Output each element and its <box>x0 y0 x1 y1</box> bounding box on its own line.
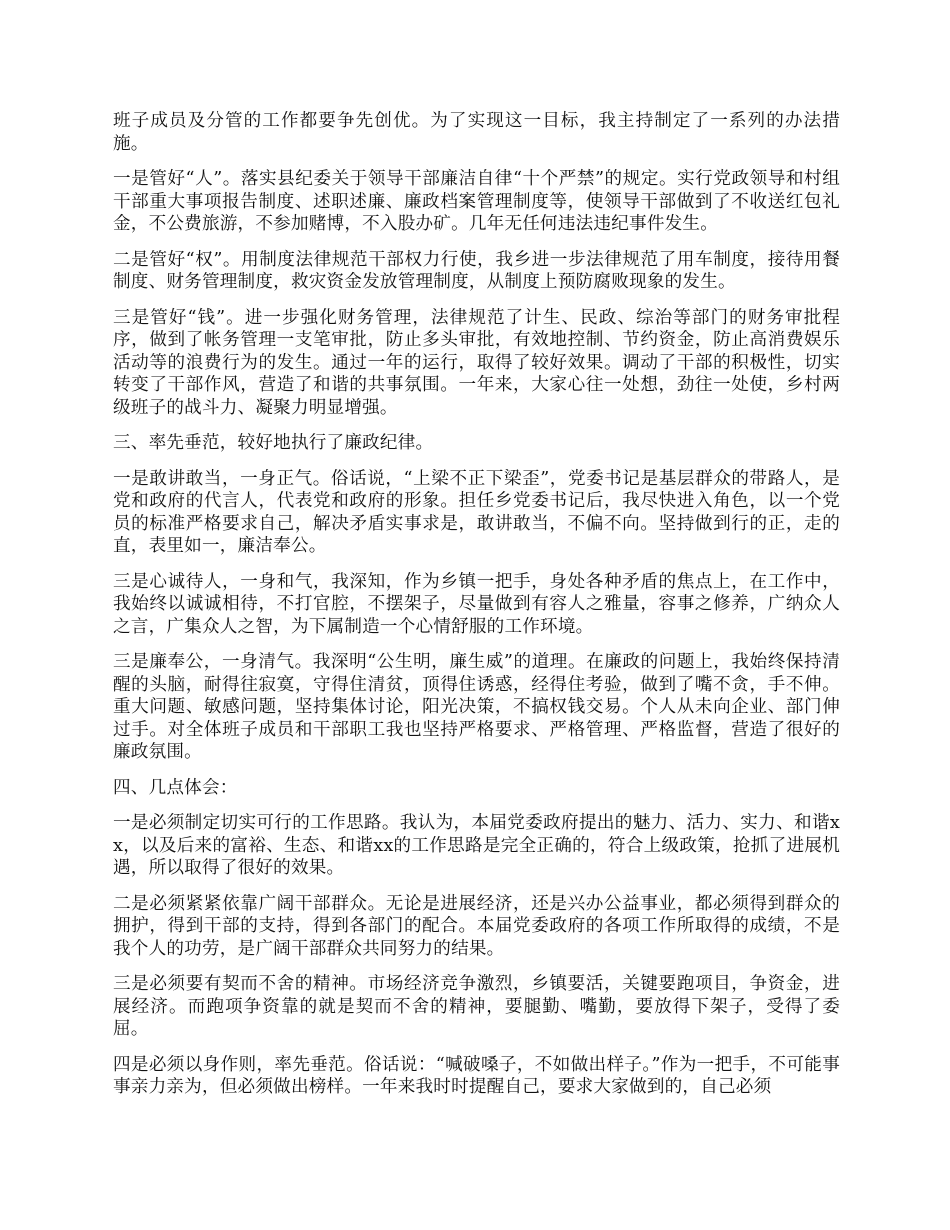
document-body <box>113 110 840 1112</box>
section-heading-four: 四、几点体会： <box>113 777 238 798</box>
paragraph-perseverance: 三是必须要有契而不舍的精神。市场经济竞争激烈，乡镇要活，关键要跑项目，争资金，进展经济。而跑项争资靠的就是契而不舍的精神，要腿勤、嘴勤，要放得下架子，受得了委屈。 <box>113 974 840 1039</box>
paragraph-integrity: 三是廉奉公，一身清气。我深明“公生明，廉生威”的道理。在廉政的问题上，我始终保持清醒的头脑，耐得往寂寞，守得住清贫，顶得住诱惑，经得住考验，做到了嘴不贪，手不伸。重大问题、敏感问题，坚持集体讨论，阳光决策，不搞权钱交易。个人从未向企业、部门伸过手。对全体班子成员和干部职工我也坚持严格要求、严格管理、严格监督，营造了很好的廉政氛围。 <box>113 652 840 762</box>
paragraph-righteous: 一是敢讲敢当，一身正气。俗话说，“上梁不正下梁歪”，党委书记是基层群众的带路人，是党和政府的代言人，代表党和政府的形象。担任乡党委书记后，我尽快进入角色，以一个党员的标准严格要求自己，解决矛盾实事求是，敢讲敢当，不偏不向。坚持做到行的正，走的直，表里如一，廉洁奉公。 <box>113 468 840 556</box>
paragraph-rely-on-masses: 二是必须紧紧依靠广阔干部群众。无论是进展经济，还是兴办公益事业，都必须得到群众的拥护，得到干部的支持，得到各部门的配合。本届党委政府的各项工作所取得的成绩，不是我个人的功劳，是广阔干部群众共同努力的结果。 <box>113 893 840 959</box>
section-heading-three: 三、率先垂范，较好地执行了廉政纪律。 <box>113 433 434 453</box>
paragraph-lead-by-example: 四是必须以身作则，率先垂范。俗话说：“喊破嗓子，不如做出样子。”作为一把手，不可能事事亲力亲为，但必须做出榜样。一年来我时时提醒自己，要求大家做到的，自己必须 <box>113 1054 840 1097</box>
paragraph-manage-people: 一是管好“人”。落实县纪委关于领导干部廉洁自律“十个严禁”的规定。实行党政领导和村组干部重大事项报告制度、述职述廉、廉政档案管理制度等，使领导干部做到了不收送红包礼金，不公费旅游，不参加赌博，不入股办矿。几年无任何违法违纪事件发生。 <box>113 169 840 234</box>
paragraph-manage-power: 二是管好“权”。用制度法律规范干部权力行使，我乡进一步法律规范了用车制度，接待用餐制度、财务管理制度，救灾资金发放管理制度，从制度上预防腐败现象的发生。 <box>113 249 840 292</box>
paragraph-intro: 班子成员及分管的工作都要争先创优。为了实现这一目标，我主持制定了一系列的办法措施。 <box>113 111 840 154</box>
paragraph-work-approach: 一是必须制定切实可行的工作思路。我认为，本届党委政府提出的魅力、活力、实力、和谐xx，以及后来的富裕、生态、和谐xx的工作思路是完全正确的，符合上级政策，抢抓了进展机遇，所以取得了很好的效果。 <box>113 813 840 878</box>
paragraph-manage-money: 三是管好“钱”。进一步强化财务管理，法律规范了计生、民政、综治等部门的财务审批程序，做到了帐务管理一支笔审批，防止多头审批，有效地控制、节约资金，防止高消费娱乐活动等的浪费行为的发生。通过一年的运行，取得了较好效果。调动了干部的积极性，切实转变了干部作风，营造了和谐的共事氛围。一年来，大家心往一处想，劲往一处使，乡村两级班子的战斗力、凝聚力明显增强。 <box>113 307 840 418</box>
paragraph-sincere: 三是心诚待人，一身和气，我深知，作为乡镇一把手，身处各种矛盾的焦点上，在工作中，我始终以诚诚相待，不打官腔，不摆架子，尽量做到有容人之雅量，容事之修养，广纳众人之言，广集众人之智，为下属制造一个心情舒服的工作环境。 <box>113 571 840 637</box>
